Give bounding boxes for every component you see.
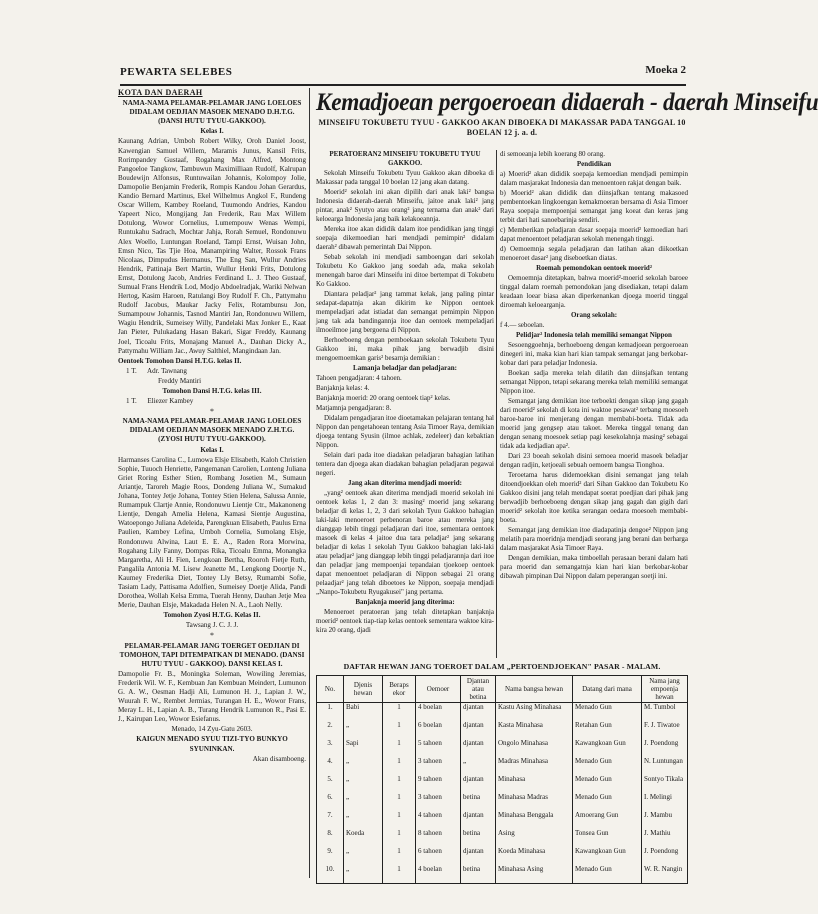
section3-title: PELAMAR-PELAMAR JANG TOERGET OEDJIAN DI TOMOHON, TAPI DITEMPATKAN DI MENADO. (DANSI HUTU TYUU - GAKKOO). DANSI KELAS I. xyxy=(119,641,305,668)
table-cell: „ xyxy=(344,721,383,739)
sign-organization: KAIGUN MENADO SYUU TIZI-TYO BUNKYO SYUNINKAN. xyxy=(136,735,288,753)
paragraph: Didalam pengadjaran itoe dioetamakan pelajaran tentang hal Nippon dan pengetahoean tentang Asia Timoer Raya, demikian djoega tentang Syusin (ilmoe achlak, zedeleer) dan kebaktian Nippon. xyxy=(316,414,494,449)
table-cell: I. Melingi xyxy=(642,793,688,811)
table-cell: Sontyo Tikala xyxy=(642,775,688,793)
paragraph: Semangat jang demikian itoe diadapatinja dengoe² Nippon jang melatih para moeridnja mendjadi seorang jang berani dan berharga dalam masjarakat Asia Timoer Raya. xyxy=(500,526,688,552)
table-cell: 1 xyxy=(383,775,416,793)
paragraph: Mereka itoe akan dididik dalam itoe pendidikan jang tinggi soepaja dikemoedian hari mendjadi pemimpin² didalam daerah² dibawah pemerintah Dai Nippon. xyxy=(316,225,494,251)
column-header: Djenis hewan xyxy=(344,676,383,703)
continued-note: Akan disamboeng. xyxy=(252,754,306,763)
table-cell: 1 xyxy=(383,829,416,847)
section2-names: Harmanses Carolina C., Lumowa Elsje Elisabeth, Kaloh Christien Sophie, Tuuoch Henriette, Pangemanan Carolien, Lonteng Juliana Griet Roring Esther Stien, Rombang Josetien M., Sumaun Ariantje, Taroreh Magie Roos, Dondeng Juliana W., Sumakud Johana, Tontey Jetje Johana, Tontey Stien Helena, Salussa Annie, Rumampuk Clartje Annie, Rondonuwu Lientje Ctr., Makanoneng Lientje, Dengah Amelia Helena, Kamasi Sientje Augustina, Watoepongo Juliana Adeleida, Parengkuan Elisabeth, Paulus Erna Paulien, Kambey Lefina, Umboh Cornelia, Sumolang Elsje, Rondonuwu Alwina, Laut E. E. A., Raden Rora Morwina, Rogahang Lily Fanny, Dompas Rika, Ticoalu Emma, Monangka Margaretha, Ali H. Fien, Lengkoan Bertha, Rooroh Fietje Ruth, Pangalila Antonia M. Lisew Jeanette M., Lengkong Doortje N., Kaumey Frederika Diet, Tontey Lly Betsy, Rumambi Sofie, Tasiam Lady, Pattisama Adolfien, Sumeisey Doetje Alida, Pandi Dorothea, Wollah Kelsa Emma, Tuerah Henny, Dauhan Jetje Mea Merie, Dauhan Elsje, Makadada Helen N. A., Laoh Nelly. xyxy=(118,455,306,610)
article-headline: Kemadjoean pergoeroean didaerah - daerah Minseifu xyxy=(316,89,818,116)
table-cell: Menado Gun xyxy=(573,775,642,793)
table-cell: J. Mambu xyxy=(642,811,688,829)
paragraph: „yang² oentoek akan diterima mendjadi moerid sekolah ini oentoek kelas 1, 2 dan 3: masing² moerid jang sekarang beladjar di kelas 1, 2, 3 dari sekolah Tyuu Gakkoo bahagian laki-laki menoeroet perbenoran baroe atau mereka jang dianggap lebih tinggi peladjaran dari itoe, sementara oentoek masoek di kelas 4 jaitoe dua tara peladjar² jang sekarang beladjar di kelas 1 sekolah Tyuu Gakkoo bahagian laki-laki atau peladjar² jang dianggap lebih tinggi peladjarannja dari itoe dan peladjar jang mempoenjai tepandaian tjoekoep oentoek dapat menoentoet peladjaran di Nippon sebagai 21 orang pelaadjar² jang telah diboetoes ke Nippon, soepaja mendjadi „Nanpo-Tokubetu Ryugakusei" jang pertama. xyxy=(316,489,494,596)
table-row xyxy=(317,829,688,847)
table-cell: „ xyxy=(344,847,383,865)
sign-date: Menado, 14 Zyu-Gatu 2603. xyxy=(171,725,253,734)
table-cell: Tonsea Gun xyxy=(573,829,642,847)
subheading: Lamanja beladjar dan peladjaran: xyxy=(353,364,457,372)
table-cell: 1 xyxy=(383,703,416,722)
table-row xyxy=(317,721,688,739)
section2-subtitle: Tomohon Zyosi H.T.G. Kelas II. xyxy=(163,611,261,620)
left-column xyxy=(118,88,306,888)
table-cell: djantan xyxy=(461,721,496,739)
table-cell: 3 tahoen xyxy=(416,757,461,775)
paragraph: Sesoenggoehnja, berhoeboeng dengan kemadjoean pergoeroean dinegeri ini, maka kian hari kian tampak semangat jang berkobar-kobar dari para peladjar Indonesia. xyxy=(500,341,688,367)
table-cell: N. Luntungan xyxy=(642,757,688,775)
table-cell: djantan xyxy=(461,703,496,722)
table-cell: F. J. Tiwatoe xyxy=(642,721,688,739)
list-item: a) Moerid² akan dididik soepaja kemoedian mendjadi pemimpin dalam masjarakat Indonesia dan menoentoen rakjat dengan baik. xyxy=(500,170,688,187)
column-header: No. xyxy=(317,676,344,703)
table-cell: 3 tahoen xyxy=(416,793,461,811)
separator-star: * xyxy=(210,631,214,641)
table-cell: djantan xyxy=(461,847,496,865)
table-row xyxy=(317,757,688,775)
table-cell: 2. xyxy=(317,721,344,739)
section2-title: NAMA-NAMA PELAMAR-PELAMAR JANG LOELOES DIDALAM OEDJIAN MASOEK MENADO Z.H.T.G. (ZYOSI HUTU TYUU-GAKKOO). xyxy=(122,417,302,444)
paragraph: Semangat jang demikian itoe terboekti dengan sikap jang gagah dari moerid² sekolah di kota ini waktoe pesawat² terbang moesoeh baroe-baroe ini menjerang dengan membabi-boeta. Tidak ada moerid jang gengsep atau takoet. Mereka tinggal tenang dan dengan senang moesoek setiap pagi kesekolahnja masing² sebagai tidak ada kedjadian apa². xyxy=(500,397,688,450)
table-cell: Ongolo Minahasa xyxy=(496,739,573,757)
table-cell: 1 xyxy=(383,721,416,739)
subheading: Orang sekolah: xyxy=(570,311,618,319)
section1-subtitle: Oentoek Tomohon Dansi H.T.G. kelas II. xyxy=(118,356,242,365)
table-cell: 4. xyxy=(317,757,344,775)
column-header: Oemoer xyxy=(416,676,461,703)
table-cell: Koeda xyxy=(344,829,383,847)
animal-table-title: DAFTAR HEWAN JANG TOEROET DALAM „PERTOENDJOEKAN" PASAR - MALAM. xyxy=(343,662,661,671)
column-header: Nama bangsa hewan xyxy=(496,676,573,703)
table-cell: „ xyxy=(461,757,496,775)
paragraph: Oemoemnja ditetapkan, bahwa moerid²-moerid sekolah baroee tinggal dalam roemah pemondokan jang disediakan, tetapi dalam keadaan loear biasa akan diperkenankan djoega moerid tinggal diroemah keloearganja. xyxy=(500,274,688,309)
table-cell: Menado Gun xyxy=(573,793,642,811)
section1-subtitle2: Tomohon Dansi H.T.G. kelas III. xyxy=(162,387,262,395)
list-item: b) Moerid² akan dididik dan diinsjafkan tentang makasoed pembentoekan lingkoengan kemakmoeran bersama di Asia Timoer Raya soepaja mempoenjai semangat jang koeat dan keras jang terbit dari hati sanoebarinja sendiri. xyxy=(500,189,688,224)
table-cell: 1 xyxy=(383,865,416,884)
table-cell: Sapi xyxy=(344,739,383,757)
table-cell: Menado Gun xyxy=(573,703,642,722)
table-cell: 9 tahoen xyxy=(416,775,461,793)
section1-title: NAMA-NAMA PELAMAR-PELAMAR JANG LOELOES DIDALAM OEDJIAN MASOEK MENADO D.H.T.G. (DANSI HUTU TYUU-GAKKOO). xyxy=(122,99,302,126)
table-row xyxy=(317,865,688,884)
table-cell: 4 boelan xyxy=(416,703,461,722)
table-cell: „ xyxy=(344,757,383,775)
table-row xyxy=(317,793,688,811)
table-cell: 6. xyxy=(317,793,344,811)
column-divider xyxy=(309,88,310,878)
paragraph: Sekolah Minseifu Tokubetu Tyuu Gakkoo akan diboeka di Makassar pada tanggal 10 boelan 12 jang akan datang. xyxy=(316,169,494,186)
paragraph: Moerid² sekolah ini akan dipilih dari anak laki² bangsa Indonesia didaerah-daerah Minseifu, jaitoe anak laki² jang pintar, anak² Syutyo atau orang² jang ternama dan anak² dari keloearga Indonesia jang baik kelakoeannja. xyxy=(316,188,494,223)
table-cell: 8 tahoen xyxy=(416,829,461,847)
table-cell: djantan xyxy=(461,739,496,757)
paragraph: Selain dari pada itoe diadakan peladjaran bahagian latihan tentera dan djoega akan diadakan bahagian peladjaran pegawai negeri. xyxy=(316,451,494,477)
table-row xyxy=(317,703,688,722)
table-cell: Retahan Gun xyxy=(573,721,642,739)
table-header-row xyxy=(317,676,688,703)
table-cell: Kawangkoan Gun xyxy=(573,739,642,757)
rubric-title: KOTA DAN DAERAH xyxy=(118,88,203,97)
table-cell: 7. xyxy=(317,811,344,829)
page-number: Moeka 2 xyxy=(645,64,686,76)
table-cell: betina xyxy=(461,865,496,884)
table-cell: djantan xyxy=(461,775,496,793)
section2-line1: Tawsang J. C. J. J. xyxy=(185,621,239,630)
column-header: Nama jang empoenja hewan xyxy=(642,676,688,703)
section1-line1: 1 T. Adr. Tawnang xyxy=(126,366,187,375)
paragraph: di semoeanja lebih koerang 80 orang. xyxy=(500,150,605,158)
list-item: Matjamnja pengadjaran: 8. xyxy=(316,404,392,412)
table-cell: Minahasa Madras xyxy=(496,793,573,811)
section1-names: Kaunang Adrian, Umboh Robert Wilky, Oroh Daniel Joost, Kawengian Samuel Willem, Maramis Junus, Kansil Frits, Rorimpandey Gustaaf, Rogahang Max Alfred, Montong Pangoeloe Tangkow, Tambuwun Maximilliaan Rudolf, Kalrupan Boudewijn Alfonsus, Runtuwailan Johannis, Kolompoy Jolie, Damopolie Benjamin Frederik, Rompis Kandou Johan Gerardus, Kandio Bernard Martinus, Ekel Wilhelmus Angkol F., Rundeng Oscar Willem, Kambey Roeland, Tuumondo Andries, Kandou Yapeert Nico, Mongijang Jan Frederik, Rau Max Willem Dotulong, Wowor Cornelius, Lumempouw Wenas Wempi, Runtukahu Sadrach, Mochtar Jahja, Rorah Semuel, Rondonuwu Alex Woello, Luntungan Roeland, Tampi Ernst, Wuisan John, Emsn Nico, Tas Tjie Hoa, Manampiring Walter, Rossok Frans Nicolaas, Dimpudus Hermanus, The Eng San, Wullur Andries Hendrik, Pattinaja Bert Martin, Wullur Henki Frits, Dotulong Ernst, Dotulong Jacob, Andries Ferdinand L. J. Theo Gustaaf, Sumual Frans Hendrik Lod, Modjo Abdoelradjak, Wariki Nelwan Hertog, Kasim Haroen, Ratulangi Boy Rudolf F. Ch., Pattymahu Rudolf Jacobus, Maukar Jacky Felix, Rotambunsu Jon, Sumampouw Johannis, Tasnod Mantiri Jan, Rondonuwu Willem, Wagiu Hendrik, Sumeisey Willy, Pandelaki Max Jonker E., Kaat Jan Pieter, Pulukadang Hasan Bakari, Sigar Freddy, Kaunang Joel, Ticoalu Frits, Monajang Manuel A., Dauhan Dicky A., Pattymahu William Jac., Awuy Salthiel, Mangindaan Jan. xyxy=(118,137,306,355)
table-row xyxy=(317,775,688,793)
table-cell: betina xyxy=(461,829,496,847)
newspaper-title: PEWARTA SELEBES xyxy=(120,66,233,78)
animal-table xyxy=(316,675,688,884)
section1-line2: Freddy Mantiri xyxy=(158,376,202,385)
table-cell: 1 xyxy=(383,739,416,757)
paragraph: Diantara peladjar² jang tammat kelak, jang paling pintar sedapat-dapatnja akan dikirim ke Nippon oentoek mempeladjari adat istiadat dan semangat pemimpin Nippon jang tak ada bandingannja itoe dan oentoek mempeladjari ilmoeilmoe jang bergoena di Nippon. xyxy=(316,290,494,334)
table-row xyxy=(317,811,688,829)
table-cell: Minahasa xyxy=(496,775,573,793)
paragraph: Menoeroet peratoeran jang telah ditetapkan banjaknja moerid² oentoek tiap-tiap kelas oentoek sementara waktoe kira-kira 20 orang, djadi xyxy=(316,608,495,634)
masthead xyxy=(120,64,686,86)
paragraph: Dengan demikian, maka timboellah perasaan berani dalam hati para moerid dan semangatnja kian hari kian berkobar-kobar dibawah pimpinan Dai Nippon dalam peperangan soetji ini. xyxy=(500,554,688,580)
list-item: Banjaknja kelas: 4. xyxy=(316,384,370,392)
table-cell: Minahasa Asing xyxy=(496,865,573,884)
table-cell: 10. xyxy=(317,865,344,884)
table-cell: 9. xyxy=(317,847,344,865)
table-cell: „ xyxy=(344,793,383,811)
table-cell: 3. xyxy=(317,739,344,757)
table-cell: Kastu Asing Minahasa xyxy=(496,703,573,722)
table-cell: 4 boelan xyxy=(416,865,461,884)
table-cell: 5 tahoen xyxy=(416,739,461,757)
table-cell: 5. xyxy=(317,775,344,793)
table-cell: Amoerang Gun xyxy=(573,811,642,829)
section3-names: Damopolie Fr. B., Moningka Soleman, Wowiling Jeremias, Frederik Wil. W. F., Kembuan Jan Kembuan Meindert, Lumunon G. A. W., Oesman Hadji Ali, Lumunon H. J., Lapian J. W., Wuurah F. W., Rembet Jermias, Turangan H. E., Wowor Frans, Meray L. H., Lapian A. B., Turang Hendrik Lumunon R., Pasi E. J., Kairupan Leo, Wowor Esiefanus. xyxy=(118,669,306,724)
table-cell: Minahasa Benggala xyxy=(496,811,573,829)
section1-line3: 1 T. Eliezer Kambey xyxy=(126,397,194,406)
subheading: Banjaknja moerid jang diterima: xyxy=(355,598,455,606)
article-column-2 xyxy=(500,150,688,658)
list-item: d) Oemoemnja segala peladjaran dan latihan akan diikoetkan menoeroet dasar² jang diseboetkan diatas. xyxy=(500,245,688,262)
table-cell: 1 xyxy=(383,793,416,811)
paragraph: Dari 23 boeah sekolah disini semoea moerid masoek beladjar dengan radjin, ketjoeali sebuah oemoem bangsa Tionghoa. xyxy=(500,452,688,469)
table-cell: 8. xyxy=(317,829,344,847)
list-item: Banjaknja moerid: 20 orang oentoek tiap² kelas. xyxy=(316,394,451,402)
table-cell: 1 xyxy=(383,757,416,775)
article-subhead: MINSEIFU TOKUBETU TYUU - GAKKOO AKAN DIBOEKA DI MAKASSAR PADA TANGGAL 10 BOELAN 12 j. a. d. xyxy=(318,118,686,137)
column-header: Djantan atau betina xyxy=(461,676,496,703)
paragraph: Sebab sekolah ini mendjadi samboengan dari sekolah Tokubetu Ko Gakkoo jang soedah ada, maka sekolah menengah baroe dari Minseifu ini ditoe bertempat di Tokubetu Ko Gakkoo. xyxy=(316,253,494,288)
column-header: Datang dari mana xyxy=(573,676,642,703)
table-cell: Madras Minahasa xyxy=(496,757,573,775)
table-cell: Kawangkoan Gun xyxy=(573,847,642,865)
table-cell: 1 xyxy=(383,847,416,865)
list-item: f 4.— seboelan. xyxy=(500,321,545,329)
table-cell: 1. xyxy=(317,703,344,722)
list-item: Tahoen pengadjaran: 4 tahoen. xyxy=(316,374,402,382)
section1-class: Kelas I. xyxy=(200,127,224,136)
table-cell: Koeda Minahasa xyxy=(496,847,573,865)
subheading: Roemah pemondokan oentoek moerid² xyxy=(536,264,652,272)
table-cell: J. Mathiu xyxy=(642,829,688,847)
table-cell: Babi xyxy=(344,703,383,722)
subheading: Pendidikan xyxy=(576,160,612,168)
col2-title: PERATOERAN2 MINSEIFU TOKUBETU TYUU GAKKOO. xyxy=(329,150,481,167)
table-cell: J. Poendong xyxy=(642,739,688,757)
table-cell: M. Tumbol xyxy=(642,703,688,722)
table-cell: Asing xyxy=(496,829,573,847)
table-cell: „ xyxy=(344,775,383,793)
subheading: Pelidjar² Indonesia telah memiliki semangat Nippon xyxy=(516,331,672,339)
table-cell: djantan xyxy=(461,811,496,829)
table-cell: 6 boelan xyxy=(416,721,461,739)
column-divider xyxy=(496,150,497,658)
section2-class: Kelas I. xyxy=(200,445,224,454)
table-cell: 1 xyxy=(383,811,416,829)
table-cell: 6 tahoen xyxy=(416,847,461,865)
subheading: Jang akan diterima mendjadi moerid: xyxy=(348,479,462,487)
table-cell: 4 tahoen xyxy=(416,811,461,829)
table-row xyxy=(317,739,688,757)
table-cell: W. R. Nangin xyxy=(642,865,688,884)
article-column-1 xyxy=(316,150,494,658)
column-header: Beraps ekor xyxy=(383,676,416,703)
paragraph: Boekan sadja mereka telah dilatih dan diinsjafkan tentang semangat Nippon, tetapi sekarang mereka telah memiliki semangat Nippon itoe. xyxy=(500,369,688,395)
table-cell: „ xyxy=(344,811,383,829)
separator-star: * xyxy=(210,407,214,417)
table-cell: J. Poendong xyxy=(642,847,688,865)
article-header xyxy=(316,88,818,146)
paragraph: Teroetama harus didemoekkan disini semangat jang telah ditoendjoekkan oleh moerid² dari Sihan Gakkoo dan Tokubetu Ko Gakkoo disini jang telah mendapat soerat poedjian dari pihak jang berwadjib berhoeboeng dengan sikap jang gagah dan gigih dari moerid² sekolah itoe ketika serangan oedara moesoeh membabi-boeta. xyxy=(500,471,688,524)
table-cell: Menado Gun xyxy=(573,865,642,884)
paragraph: Berhoeboeng dengan pemboekaan sekolah Tokubetu Tyuu Gakkoo ini, maka pihak jang berwadjib disini mengoemoemkan garis² besarnja demikian : xyxy=(316,336,494,362)
table-cell: Kasta Minahasa xyxy=(496,721,573,739)
table-cell: betina xyxy=(461,793,496,811)
table-cell: Menado Gun xyxy=(573,757,642,775)
table-cell: „ xyxy=(344,865,383,884)
list-item: c) Memberikan peladjaran dasar soepaja moerid² kemoedian hari dapat menoentoet peladjaran sekolah menengah tinggi. xyxy=(500,226,688,243)
table-row xyxy=(317,847,688,865)
